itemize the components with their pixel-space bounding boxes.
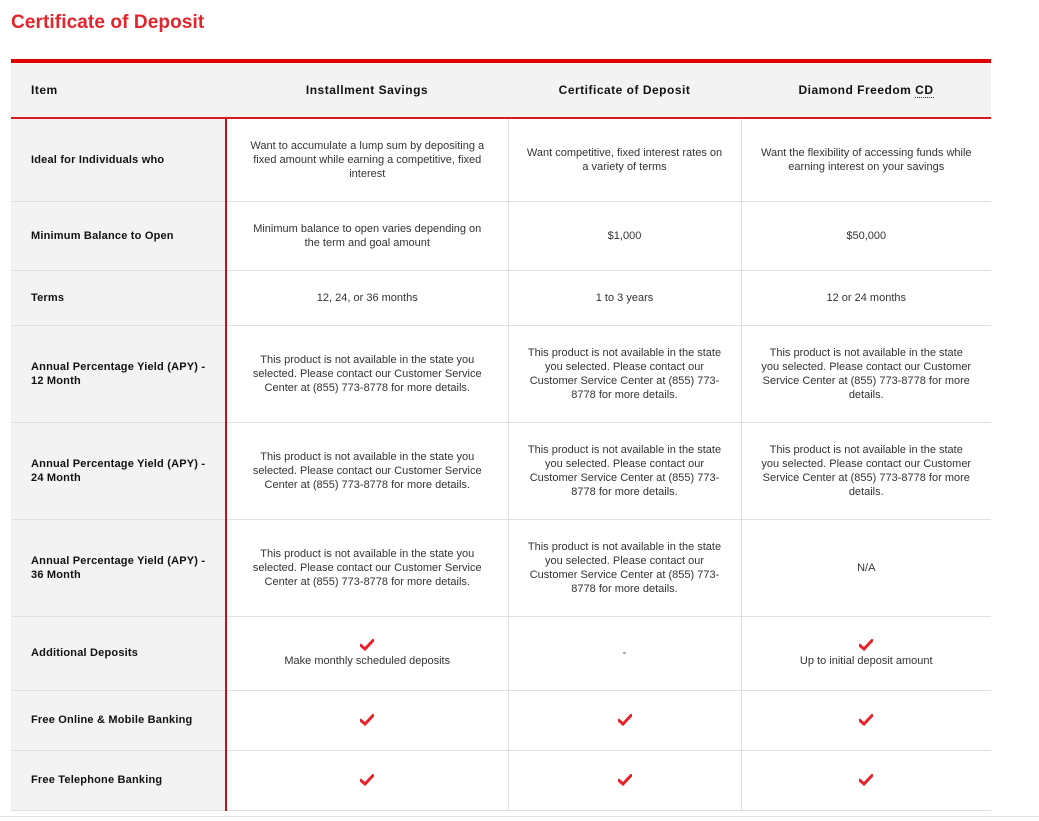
- table-row: [11, 270, 991, 325]
- table-row: [11, 750, 991, 810]
- cell-text: Want to accumulate a lump sum by depositing a fixed amount while earning a competitive, fixed interest: [250, 139, 485, 180]
- row-label: Ideal for Individuals who: [11, 118, 226, 201]
- cell-text: -: [622, 647, 627, 659]
- header-diamond-freedom-label: Diamond Freedom: [798, 83, 916, 97]
- table-cell: [741, 118, 991, 201]
- table-cell: [508, 325, 741, 422]
- table-cell: [226, 519, 508, 616]
- cell-text: This product is not available in the state you selected. Please contact our Customer Service Center at (855) 773-8778 for more details.: [761, 443, 972, 498]
- table-cell: [226, 422, 508, 519]
- table-cell: [226, 118, 508, 201]
- table-cell: [741, 325, 991, 422]
- header-item: Item: [11, 61, 226, 118]
- checkmark-icon: [360, 774, 374, 786]
- table-row: [11, 519, 991, 616]
- page-title: Certificate of Deposit: [11, 12, 205, 33]
- cell-text: Want the flexibility of accessing funds while earning interest on your savings: [760, 146, 972, 173]
- table-cell: [741, 519, 991, 616]
- table-cell: [226, 750, 508, 810]
- table-cell: [226, 325, 508, 422]
- header-installment-savings: Installment Savings: [226, 61, 508, 118]
- table-cell: [508, 616, 741, 690]
- table-header-row: [11, 61, 991, 118]
- cell-text: Make monthly scheduled deposits: [284, 655, 451, 667]
- cell-text: This product is not available in the state you selected. Please contact our Customer Service Center at (855) 773-8778 for more details.: [252, 353, 482, 394]
- row-label: Terms: [11, 270, 226, 325]
- checkmark-icon: [859, 774, 873, 786]
- cell-text: 1 to 3 years: [595, 291, 654, 304]
- row-label: Annual Percentage Yield (APY) - 24 Month: [11, 422, 226, 519]
- cell-text: Up to initial deposit amount: [799, 655, 933, 667]
- row-label: Minimum Balance to Open: [11, 201, 226, 270]
- table-row: [11, 690, 991, 750]
- table-row: [11, 118, 991, 201]
- table-cell: [508, 118, 741, 201]
- table-row: [11, 422, 991, 519]
- table-cell: [508, 690, 741, 750]
- cell-text: $50,000: [846, 229, 887, 242]
- divider: [0, 816, 1039, 817]
- cell-text: This product is not available in the state you selected. Please contact our Customer Service Center at (855) 773-8778 for more details.: [252, 450, 482, 491]
- cell-text: This product is not available in the state you selected. Please contact our Customer Service Center at (855) 773-8778 for more details.: [527, 443, 722, 498]
- table-cell: [741, 690, 991, 750]
- row-label: Additional Deposits: [11, 616, 226, 690]
- cell-text: This product is not available in the state you selected. Please contact our Customer Service Center at (855) 773-8778 for more details.: [527, 346, 722, 401]
- table-cell: [226, 616, 508, 690]
- checkmark-icon: [859, 714, 873, 726]
- row-label: Annual Percentage Yield (APY) - 12 Month: [11, 325, 226, 422]
- table-cell: [741, 616, 991, 690]
- checkmark-icon: [618, 714, 632, 726]
- table-cell: [508, 750, 741, 810]
- row-label: Free Online & Mobile Banking: [11, 690, 226, 750]
- table-row: [11, 616, 991, 690]
- checkmark-icon: [618, 774, 632, 786]
- row-label: Free Telephone Banking: [11, 750, 226, 810]
- comparison-table: [11, 59, 991, 811]
- header-certificate-of-deposit: Certificate of Deposit: [508, 61, 741, 118]
- table-cell: [226, 690, 508, 750]
- checkmark-icon: [360, 639, 374, 651]
- checkmark-icon: [859, 639, 873, 651]
- cell-text: $1,000: [607, 229, 642, 242]
- table-row: [11, 325, 991, 422]
- cell-text: This product is not available in the state you selected. Please contact our Customer Service Center at (855) 773-8778 for more details.: [252, 547, 482, 588]
- cell-text: This product is not available in the state you selected. Please contact our Customer Service Center at (855) 773-8778 for more details.: [761, 346, 972, 401]
- table-cell: [508, 422, 741, 519]
- cell-text: This product is not available in the state you selected. Please contact our Customer Service Center at (855) 773-8778 for more details.: [527, 540, 722, 595]
- row-label: Annual Percentage Yield (APY) - 36 Month: [11, 519, 226, 616]
- cell-text: N/A: [857, 561, 876, 574]
- cell-text: 12 or 24 months: [826, 291, 906, 304]
- cell-text: Want competitive, fixed interest rates on a variety of terms: [526, 146, 723, 173]
- table-cell: [508, 270, 741, 325]
- cd-abbreviation[interactable]: CD: [915, 83, 934, 97]
- table-cell: [508, 519, 741, 616]
- table-cell: [226, 201, 508, 270]
- table-cell: [741, 750, 991, 810]
- header-diamond-freedom-cd: [741, 61, 991, 118]
- checkmark-icon: [360, 714, 374, 726]
- cell-text: Minimum balance to open varies depending on the term and goal amount: [253, 222, 482, 249]
- table-cell: [741, 201, 991, 270]
- cell-text: 12, 24, or 36 months: [316, 291, 418, 304]
- table-cell: [741, 270, 991, 325]
- table-cell: [226, 270, 508, 325]
- table-row: [11, 201, 991, 270]
- table-cell: [508, 201, 741, 270]
- table-cell: [741, 422, 991, 519]
